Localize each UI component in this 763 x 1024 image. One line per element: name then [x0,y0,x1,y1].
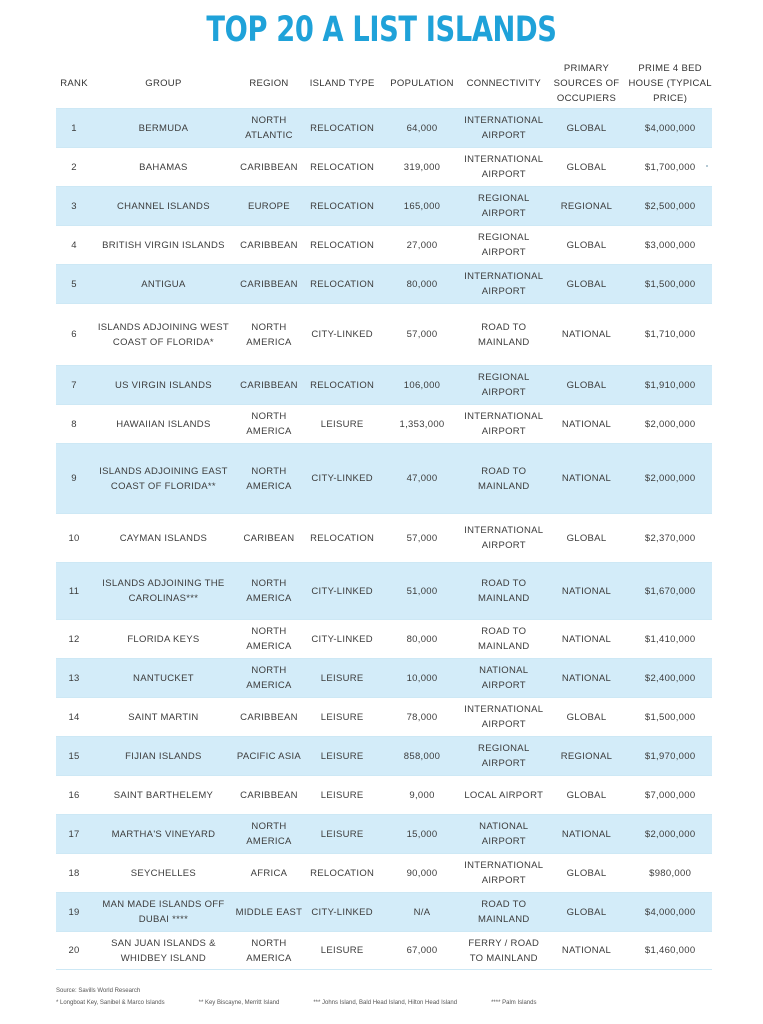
cell-rank: 10 [68,532,80,544]
cell-population: 165,000 [403,200,441,212]
cell-island-type: CITY-LINKED [311,906,373,918]
cell-group: ANTIGUA [141,278,186,290]
cell-connectivity: INTERNATIONAL AIRPORT [464,860,544,886]
cell-price: $980,000 [649,867,692,879]
cell-connectivity: REGIONAL AIRPORT [478,372,530,398]
table-row [56,814,712,853]
cell-price: $1,500,000 [644,278,696,290]
cell-group: BERMUDA [138,122,189,134]
cell-connectivity: REGIONAL AIRPORT [478,232,530,258]
cell-island-type: LEISURE [320,672,364,684]
cell-price: $2,500,000 [644,200,696,212]
cell-occupiers: NATIONAL [561,828,612,840]
cell-rank: 19 [68,906,80,918]
cell-connectivity: FERRY / ROAD TO MAINLAND [468,937,540,964]
cell-price: $2,000,000 [644,418,696,430]
cell-region: PACIFIC ASIA [236,750,302,762]
cell-population: 15,000 [406,828,438,840]
cell-occupiers: GLOBAL [566,906,607,918]
cell-island-type: RELOCATION [310,122,375,134]
footer [56,985,716,1009]
cell-rank: 16 [68,789,80,801]
table-row [56,365,712,404]
table-row [56,303,712,365]
cell-connectivity: INTERNATIONAL AIRPORT [464,115,544,141]
cell-region: AFRICA [250,867,288,879]
cell-rank: 8 [71,418,77,430]
cell-island-type: LEISURE [320,789,364,801]
cell-occupiers: GLOBAL [566,122,607,134]
cell-region: MIDDLE EAST [235,906,303,918]
cell-price: $1,500,000 [644,711,696,723]
table-row [56,775,712,814]
cell-occupiers: GLOBAL [566,278,607,290]
cell-occupiers: GLOBAL [566,789,607,801]
cell-group: CHANNEL ISLANDS [117,200,210,212]
cell-price: $2,000,000 [644,828,696,840]
cell-group: FLORIDA KEYS [127,633,200,645]
cell-population: 67,000 [406,945,438,956]
cell-island-type: RELOCATION [310,532,375,544]
cell-group: ISLANDS ADJOINING EAST COAST OF FLORIDA** [99,465,228,492]
cell-occupiers: GLOBAL [566,711,607,723]
cell-population: 27,000 [406,239,438,251]
header-connectivity: CONNECTIVITY [466,77,541,89]
cell-price: $3,000,000 [644,239,696,251]
cell-occupiers: GLOBAL [566,239,607,251]
cell-island-type: LEISURE [320,945,364,956]
cell-island-type: CITY-LINKED [311,329,373,340]
cell-population: 80,000 [406,633,438,645]
cell-group: SAINT BARTHELEMY [113,789,214,801]
cell-rank: 1 [71,122,77,134]
cell-connectivity: INTERNATIONAL AIRPORT [464,411,544,437]
cell-price: $1,970,000 [644,750,696,762]
footnotes [56,997,716,1009]
cell-population: 106,000 [403,379,441,391]
cell-population: 10,000 [406,672,438,684]
cell-rank: 17 [68,828,80,840]
cell-island-type: LEISURE [320,750,364,762]
cell-island-type: LEISURE [320,418,364,430]
cell-price: $2,400,000 [644,672,696,684]
cell-connectivity: INTERNATIONAL AIRPORT [464,704,544,730]
cell-region: CARIBBEAN [240,239,298,251]
cell-island-type: RELOCATION [310,239,375,251]
footnote: * Longboat Key, Sanibel & Marco Islands [56,1000,165,1006]
table-row [56,562,712,619]
cell-group: MAN MADE ISLANDS OFF DUBAI **** [102,899,225,925]
cell-rank: 2 [71,161,77,173]
cell-connectivity: ROAD TO MAINLAND [478,465,530,492]
cell-group: SAN JUAN ISLANDS & WHIDBEY ISLAND [111,937,216,964]
page-title: TOP 20 A LIST ISLANDS [206,10,557,50]
cell-occupiers: REGIONAL [560,200,613,212]
stray-dot [706,165,708,167]
cell-island-type: RELOCATION [310,161,375,173]
table-row [56,658,712,697]
header-population: POPULATION [390,77,454,89]
cell-region: CARIBBEAN [240,161,298,173]
cell-population: 9,000 [409,789,435,801]
cell-rank: 4 [71,239,77,251]
cell-occupiers: GLOBAL [566,379,607,391]
cell-population: 319,000 [403,161,441,173]
cell-island-type: CITY-LINKED [311,585,373,597]
table-row [56,443,712,513]
cell-connectivity: ROAD TO MAINLAND [478,626,530,652]
cell-group: BRITISH VIRGIN ISLANDS [102,239,225,251]
cell-price: $1,710,000 [644,329,696,340]
cell-connectivity: REGIONAL AIRPORT [478,193,530,219]
header-rank: RANK [60,77,88,89]
cell-group: HAWAIIAN ISLANDS [116,418,211,430]
cell-rank: 12 [68,633,80,645]
cell-population: 1,353,000 [399,418,445,430]
cell-island-type: RELOCATION [310,867,375,879]
cell-region: CARIBEAN [243,532,295,544]
cell-rank: 5 [71,278,77,290]
cell-occupiers: GLOBAL [566,532,607,544]
cell-region: NORTH ATLANTIC [245,115,293,141]
cell-population: 57,000 [406,329,438,340]
cell-region: NORTH AMERICA [246,821,292,847]
cell-connectivity: LOCAL AIRPORT [464,789,544,801]
cell-occupiers: NATIONAL [561,418,612,430]
table-row [56,619,712,658]
cell-price: $1,460,000 [644,945,696,956]
cell-connectivity: INTERNATIONAL AIRPORT [464,525,544,551]
cell-island-type: LEISURE [320,711,364,723]
table-row [56,736,712,775]
cell-price: $4,000,000 [644,122,696,134]
cell-rank: 9 [71,473,77,484]
cell-group: NANTUCKET [133,672,194,684]
cell-group: MARTHA'S VINEYARD [111,828,216,840]
cell-rank: 13 [68,672,80,684]
cell-region: NORTH AMERICA [246,626,292,652]
cell-island-type: CITY-LINKED [311,473,373,484]
cell-population: 47,000 [406,473,438,484]
cell-occupiers: NATIONAL [561,633,612,645]
cell-rank: 11 [68,585,80,597]
cell-connectivity: NATIONAL AIRPORT [479,821,529,847]
cell-occupiers: REGIONAL [560,750,613,762]
cell-island-type: LEISURE [320,828,364,840]
cell-occupiers: NATIONAL [561,473,612,484]
header-island-type: ISLAND TYPE [309,77,375,89]
cell-region: NORTH AMERICA [246,321,292,348]
cell-region: CARIBBEAN [240,789,298,801]
table-row [56,892,712,931]
cell-price: $1,910,000 [644,379,696,391]
cell-region: EUROPE [248,200,290,212]
table-row [56,186,712,225]
table-row [56,147,712,186]
cell-price: $1,410,000 [644,633,696,645]
cell-occupiers: NATIONAL [561,945,612,956]
cell-price: $2,370,000 [644,532,696,544]
footnote: **** Palm Islands [491,1000,537,1006]
cell-group: ISLANDS ADJOINING THE CAROLINAS*** [102,578,225,604]
table-row [56,931,712,970]
cell-rank: 3 [71,200,77,212]
cell-occupiers: NATIONAL [561,585,612,597]
cell-region: NORTH AMERICA [246,937,292,964]
table-body [56,108,712,970]
cell-group: FIJIAN ISLANDS [125,750,202,762]
cell-connectivity: NATIONAL AIRPORT [479,665,529,691]
cell-rank: 6 [71,329,77,340]
cell-population: N/A [413,906,431,918]
cell-population: 51,000 [406,585,438,597]
cell-price: $4,000,000 [644,906,696,918]
cell-population: 90,000 [406,867,438,879]
cell-population: 80,000 [406,278,438,290]
cell-island-type: RELOCATION [310,379,375,391]
cell-price: $1,700,000 [644,161,696,173]
header-occupiers: PRIMARY SOURCES OF OCCUPIERS [553,62,620,104]
footnote: ** Key Biscayne, Merritt Island [198,1000,280,1006]
cell-rank: 15 [68,750,80,762]
cell-population: 858,000 [403,750,441,762]
table-row [56,108,712,147]
cell-connectivity: ROAD TO MAINLAND [478,578,530,604]
cell-group: SEYCHELLES [130,867,197,879]
table-header [56,58,712,108]
cell-occupiers: NATIONAL [561,329,612,340]
source-note: Source: Savills World Research [56,988,141,994]
cell-group: CAYMAN ISLANDS [119,532,208,544]
cell-price: $1,670,000 [644,585,696,597]
cell-region: NORTH AMERICA [246,465,292,492]
cell-connectivity: ROAD TO MAINLAND [478,899,530,925]
cell-connectivity: INTERNATIONAL AIRPORT [464,271,544,297]
cell-rank: 18 [68,867,80,879]
cell-region: NORTH AMERICA [246,665,292,691]
cell-group: ISLANDS ADJOINING WEST COAST OF FLORIDA* [97,321,230,348]
cell-population: 78,000 [406,711,438,723]
cell-group: US VIRGIN ISLANDS [114,379,212,391]
cell-connectivity: REGIONAL AIRPORT [478,743,530,769]
cell-region: NORTH AMERICA [246,578,292,604]
cell-population: 57,000 [406,532,438,544]
cell-region: CARIBBEAN [240,278,298,290]
cell-population: 64,000 [406,122,438,134]
cell-rank: 14 [68,711,80,723]
cell-occupiers: NATIONAL [561,672,612,684]
cell-occupiers: GLOBAL [566,867,607,879]
table-row [56,853,712,892]
cell-price: $2,000,000 [644,473,696,484]
cell-group: SAINT MARTIN [128,711,199,723]
cell-rank: 7 [71,379,77,391]
cell-connectivity: INTERNATIONAL AIRPORT [464,154,544,180]
table-row [56,513,712,562]
cell-region: CARIBBEAN [240,379,298,391]
table-row [56,697,712,736]
cell-island-type: RELOCATION [310,278,375,290]
cell-price: $7,000,000 [644,789,696,801]
table-row [56,225,712,264]
footnote: *** Johns Island, Bald Head Island, Hilton Head Island [313,1000,458,1006]
cell-group: BAHAMAS [139,161,188,173]
header-region: REGION [249,77,289,89]
header-price: PRIME 4 BED HOUSE (TYPICAL PRICE) [628,62,712,104]
cell-island-type: CITY-LINKED [311,633,373,645]
table-row [56,404,712,443]
cell-region: NORTH AMERICA [246,411,292,437]
cell-connectivity: ROAD TO MAINLAND [478,321,530,348]
header-group: GROUP [145,77,182,89]
cell-occupiers: GLOBAL [566,161,607,173]
cell-island-type: RELOCATION [310,200,375,212]
cell-region: CARIBBEAN [240,711,298,723]
table-row [56,264,712,303]
cell-rank: 20 [68,945,80,956]
